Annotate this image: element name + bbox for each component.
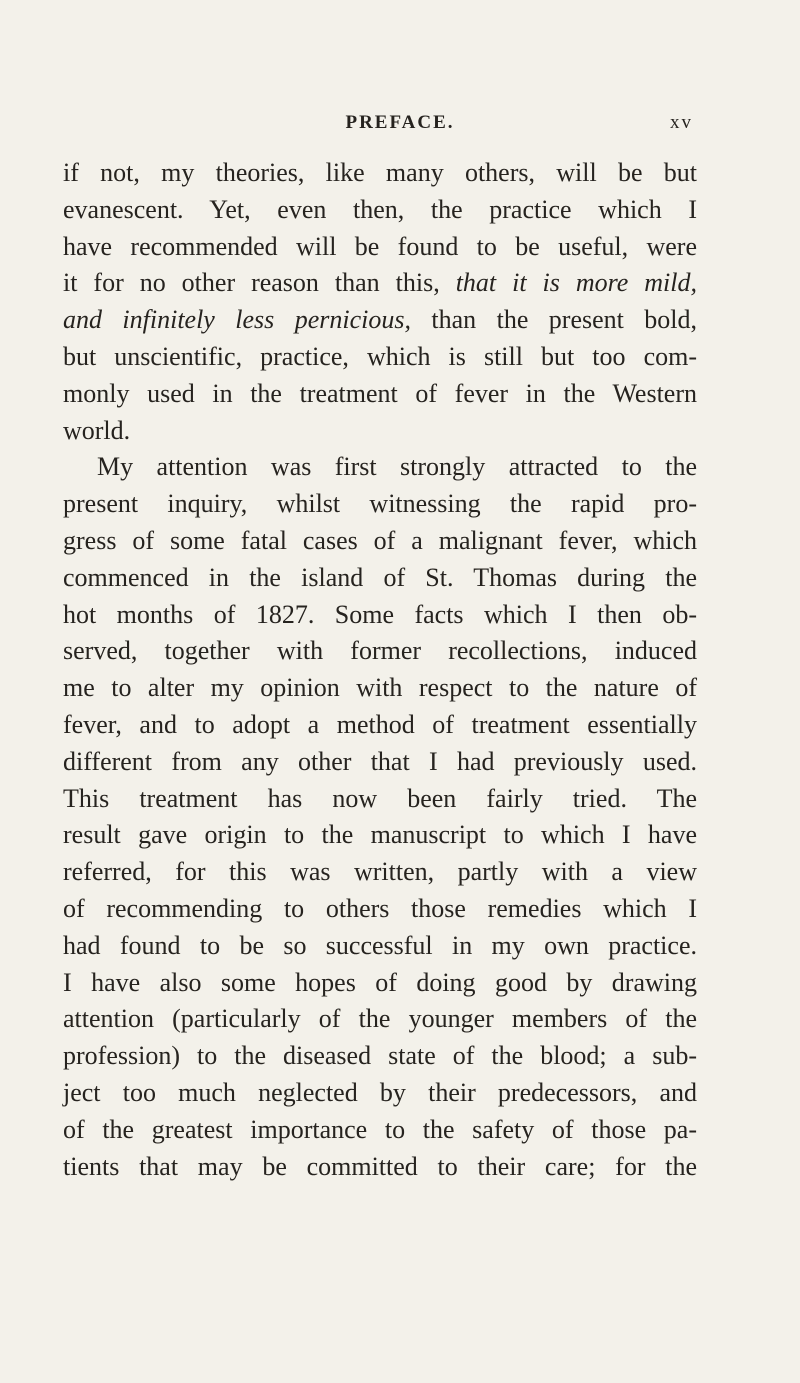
text-line: commenced in the island of St. Thomas during the bbox=[63, 562, 697, 592]
text-line: I have also some hopes of doing good by drawing bbox=[63, 967, 697, 997]
text-line: profession) to the diseased state of the blood; a sub- bbox=[63, 1041, 697, 1071]
text-line: me to alter my opinion with respect to the nature of bbox=[63, 673, 697, 703]
text-line: served, together with former recollections, induced bbox=[63, 636, 697, 666]
text-line: result gave origin to the manuscript to which I have bbox=[63, 820, 697, 850]
text-line: attention (particularly of the younger members of the bbox=[63, 1004, 697, 1034]
text-line: if not, my theories, like many others, will be but bbox=[63, 158, 697, 187]
text-line: monly used in the treatment of fever in the Western bbox=[63, 378, 697, 408]
text-line: had found to be so successful in my own practice. bbox=[63, 930, 697, 960]
body-text bbox=[63, 155, 697, 1185]
text-line: gress of some fatal cases of a malignant fever, which bbox=[63, 525, 697, 555]
page-number: xv bbox=[670, 112, 693, 133]
running-head: PREFACE. bbox=[345, 112, 455, 133]
page-header bbox=[0, 112, 800, 142]
text-line bbox=[63, 302, 697, 339]
text-line: present inquiry, whilst witnessing the rapid pro- bbox=[63, 489, 697, 519]
text-line: This treatment has now been fairly tried. The bbox=[63, 783, 697, 813]
italic-phrase: that it is more mild, bbox=[455, 268, 698, 298]
italic-phrase: and infinitely less pernicious, bbox=[63, 305, 411, 335]
text-line: hot months of 1827. Some facts which I then ob- bbox=[63, 599, 697, 629]
text-segment: it for no other reason than this, bbox=[63, 268, 440, 298]
text-line: different from any other that I had previously used. bbox=[63, 746, 697, 776]
text-segment: than the present bold, bbox=[431, 305, 698, 335]
text-line: of the greatest importance to the safety of those pa- bbox=[63, 1114, 697, 1144]
text-line: referred, for this was written, partly with a view bbox=[63, 857, 697, 887]
text-line bbox=[63, 265, 697, 302]
text-line: world. bbox=[63, 415, 131, 445]
text-line: but unscientific, practice, which is still but too com- bbox=[63, 341, 697, 371]
text-line: of recommending to others those remedies which I bbox=[63, 893, 697, 923]
text-line: My attention was first strongly attracted to the bbox=[97, 452, 697, 482]
text-line: fever, and to adopt a method of treatment essentially bbox=[63, 709, 697, 739]
text-line: evanescent. Yet, even then, the practice which I bbox=[63, 194, 697, 224]
text-line: ject too much neglected by their predecessors, and bbox=[63, 1077, 697, 1107]
text-line: have recommended will be found to be useful, were bbox=[63, 231, 697, 261]
text-line: tients that may be committed to their care; for the bbox=[63, 1151, 697, 1181]
